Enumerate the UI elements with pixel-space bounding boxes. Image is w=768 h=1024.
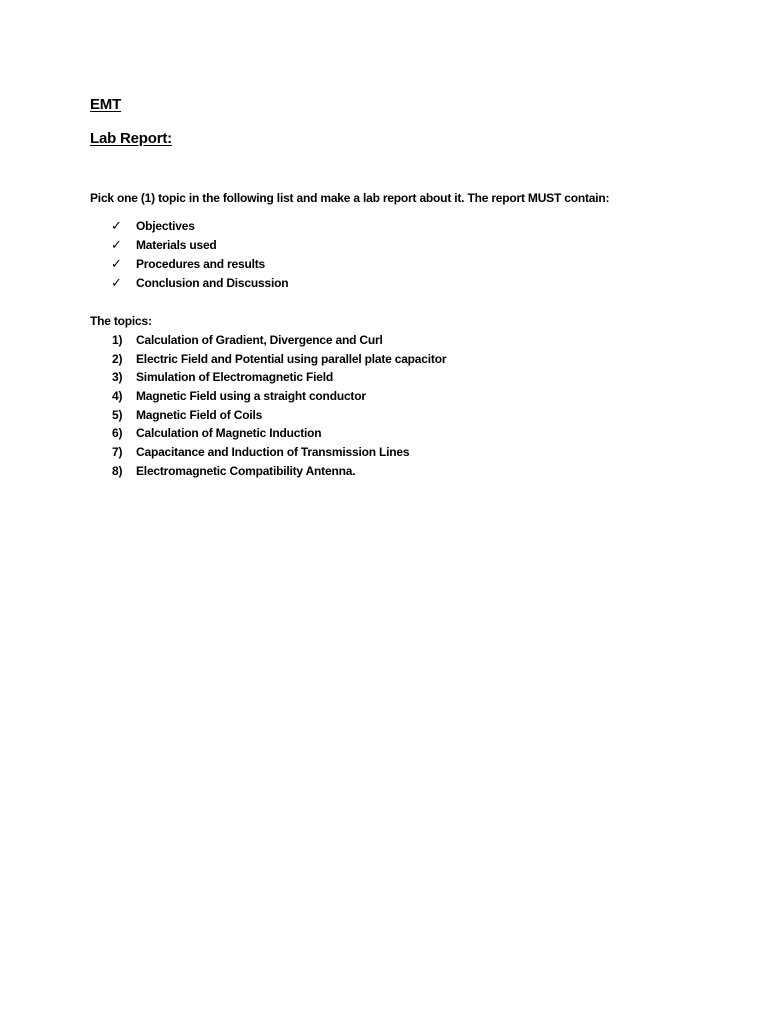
topic-number: 5) [112,407,123,422]
topic-item [0,333,768,352]
checklist-item-label: Objectives [136,219,195,233]
topic-number: 8) [112,463,123,478]
topic-item [0,464,768,483]
checklist-item-label: Procedures and results [136,257,265,271]
topic-item [0,445,768,464]
topic-item [0,370,768,389]
topic-label: Calculation of Gradient, Divergence and Curl [136,333,383,347]
topic-label: Calculation of Magnetic Induction [136,426,322,441]
checklist-item-label: Conclusion and Discussion [136,276,289,290]
topic-label: Simulation of Electromagnetic Field [136,370,334,385]
checklist-item-label: Materials used [136,238,217,252]
topic-label: Electric Field and Potential using parallel plate capacitor [136,351,447,366]
checklist-item [0,219,768,238]
topic-item [0,426,768,445]
checkmark-icon: ✓ [111,275,122,290]
topic-label: Capacitance and Induction of Transmission Lines [136,445,410,460]
topic-number: 2) [112,351,123,366]
topic-number: 6) [112,426,123,441]
topic-number: 4) [112,389,123,404]
topic-item [0,389,768,408]
topic-number: 1) [112,333,123,347]
checkmark-icon: ✓ [111,218,122,233]
topic-item [0,352,768,371]
topic-item [0,408,768,427]
instructions-paragraph: Pick one (1) topic in the following list and make a lab report about it. The report MUST contain: [90,191,610,205]
topic-number: 7) [112,445,123,460]
topic-label: Magnetic Field of Coils [136,407,263,422]
requirements-checklist [0,219,768,295]
checklist-item [0,276,768,295]
topics-list [0,333,768,483]
topic-label: Electromagnetic Compatibility Antenna. [136,463,356,478]
checkmark-icon: ✓ [111,256,122,271]
topic-label: Magnetic Field using a straight conductor [136,389,366,404]
checklist-item [0,238,768,257]
topic-number: 3) [112,370,123,385]
checklist-item [0,257,768,276]
lab-report-heading: Lab Report: [90,130,172,147]
document-title: EMT [90,96,122,113]
topics-label: The topics: [90,314,152,328]
checkmark-icon: ✓ [111,237,122,252]
